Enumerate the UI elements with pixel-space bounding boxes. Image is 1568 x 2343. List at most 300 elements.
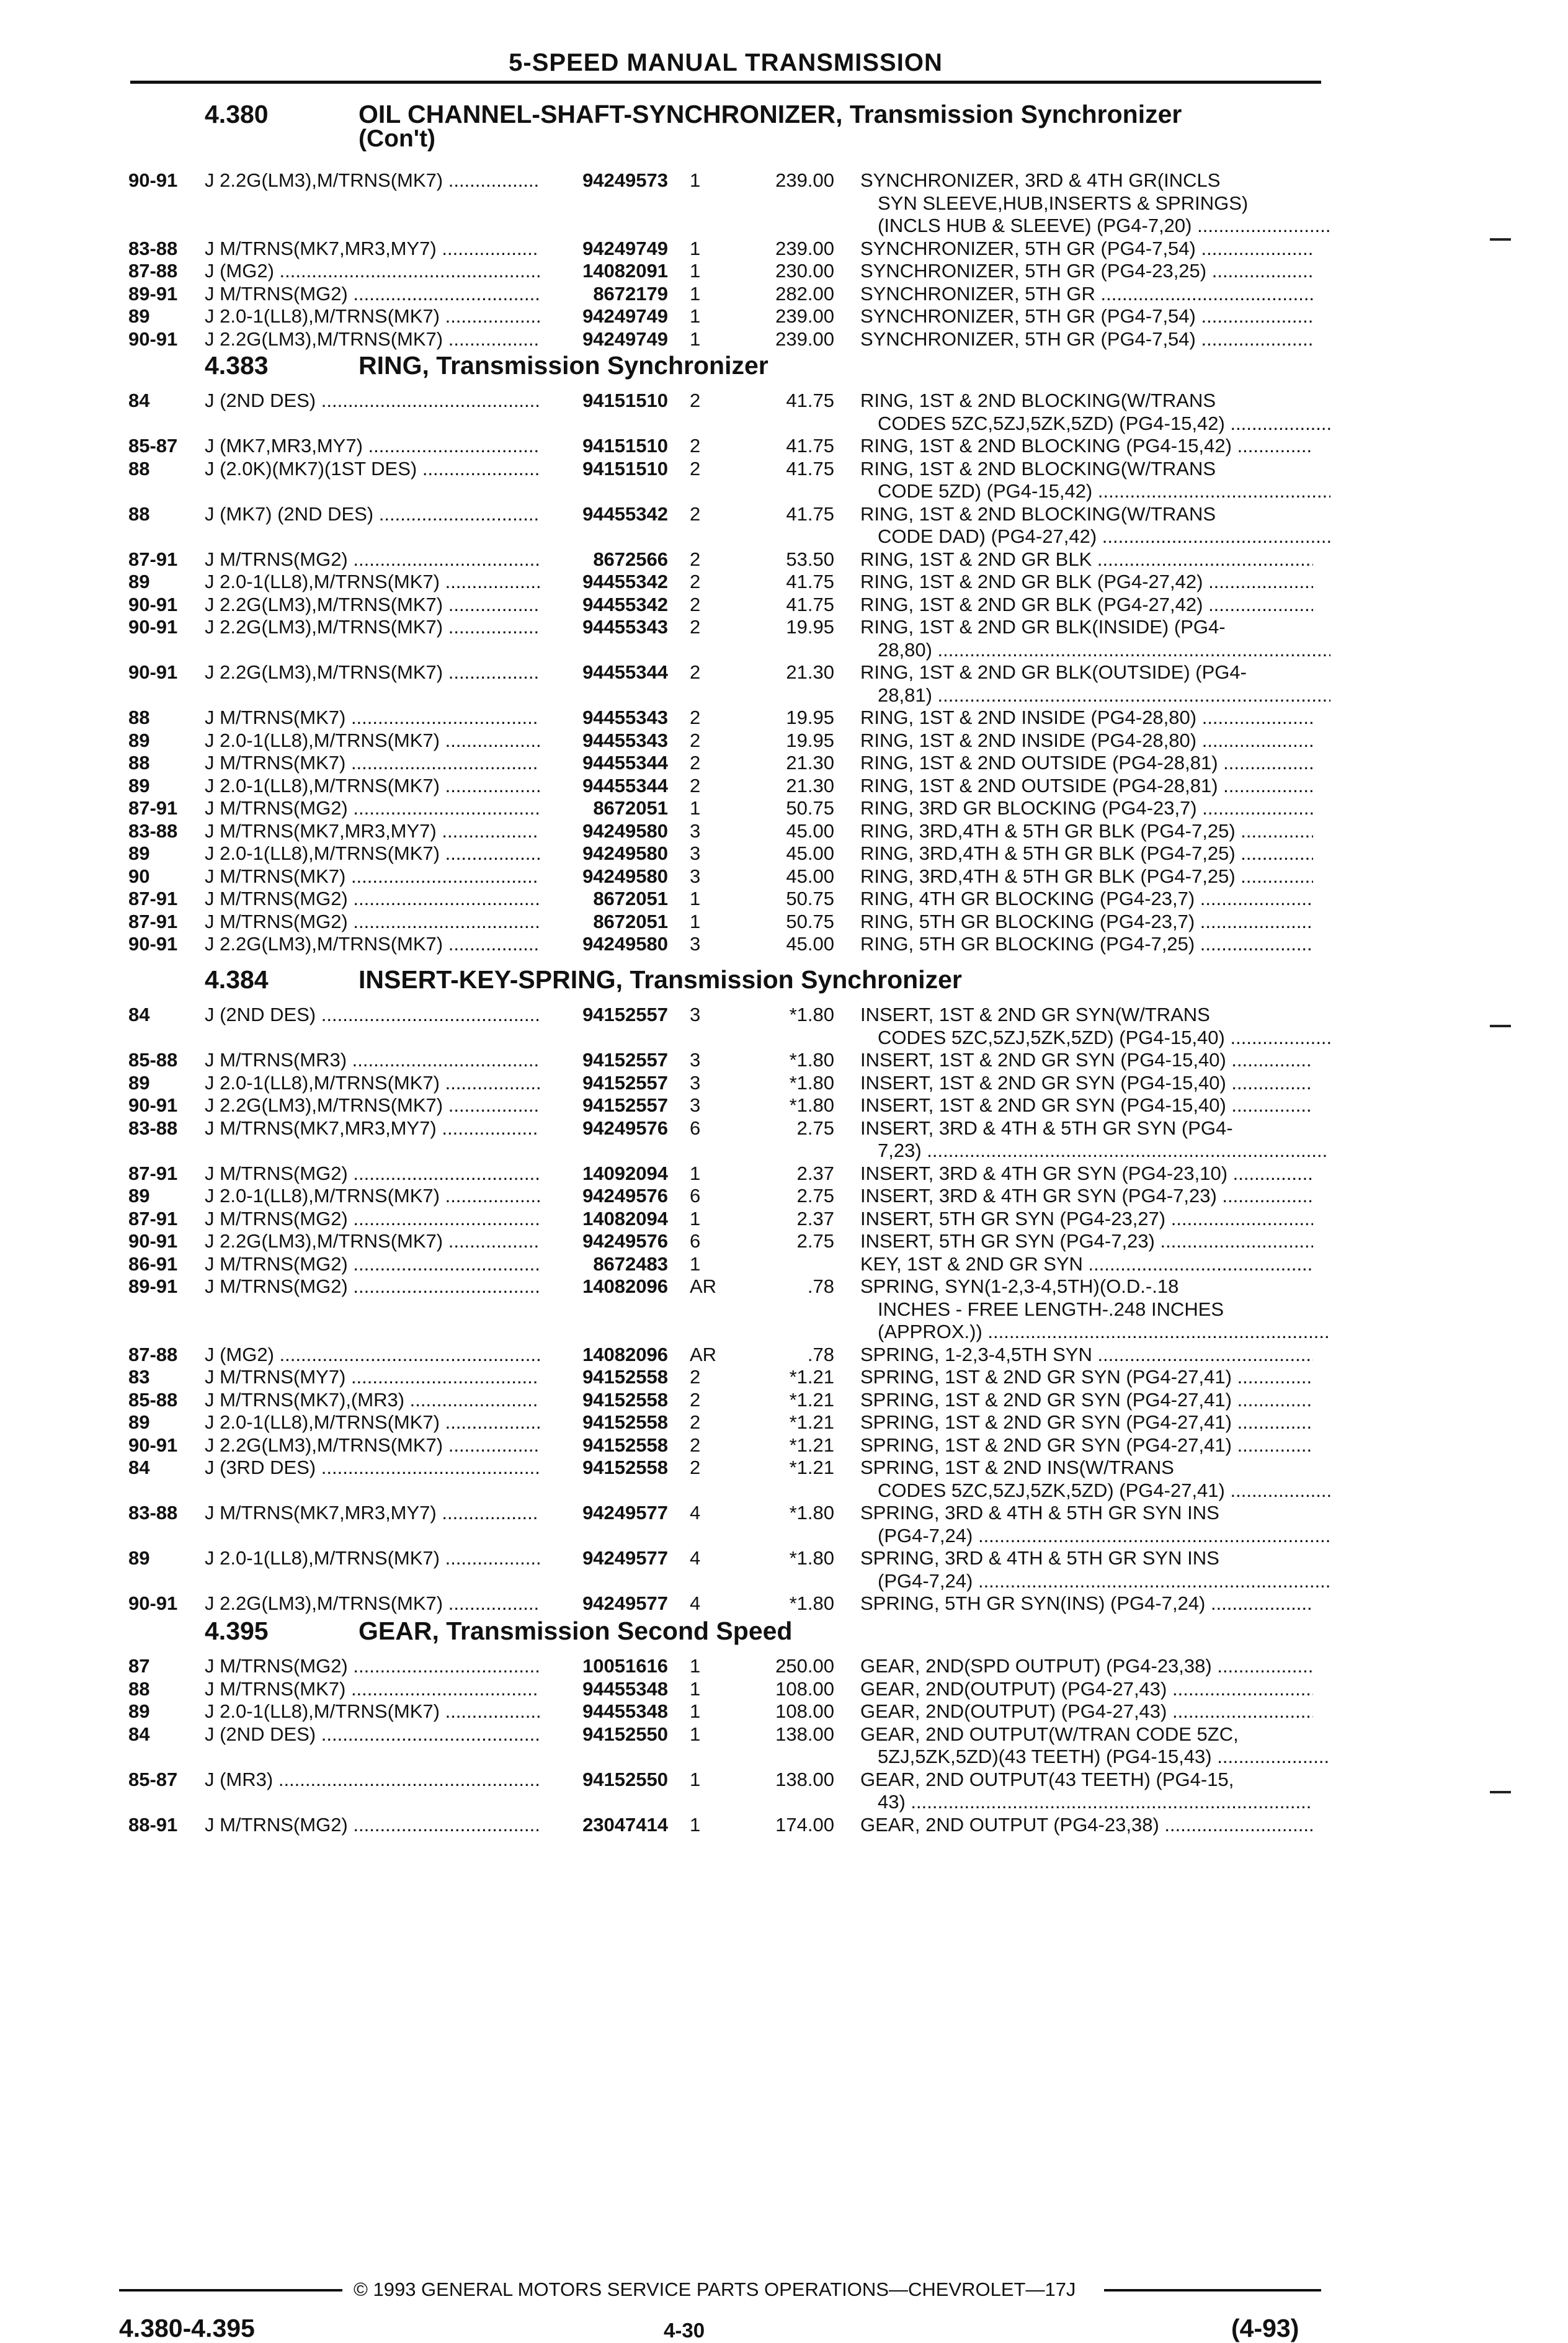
- model-year: 85-87: [128, 1768, 178, 1790]
- model-year: 90-91: [128, 328, 178, 350]
- part-number: 8672051: [593, 888, 668, 909]
- model-year: 85-88: [128, 1049, 178, 1071]
- quantity: 1: [690, 1723, 701, 1745]
- table-row-continuation: [0, 525, 1568, 548]
- price: 239.00: [775, 328, 834, 350]
- model-year: 90-91: [128, 593, 178, 615]
- price: 21.30: [786, 774, 834, 797]
- application: J (MK7) (2ND DES) .....: [205, 502, 540, 525]
- quantity: 3: [690, 1049, 701, 1071]
- part-number: 94249580: [582, 933, 668, 955]
- application: J M/TRNS(MG2) .....: [205, 1654, 540, 1677]
- copyright-symbol: ©: [354, 2278, 368, 2300]
- quantity: 1: [690, 328, 701, 350]
- footer-page-number: 4-30: [664, 2319, 705, 2342]
- model-year: 90-91: [128, 1592, 178, 1614]
- quantity: 2: [690, 457, 701, 480]
- price: *1.21: [789, 1434, 834, 1456]
- table-row: [0, 1592, 1568, 1615]
- quantity: 4: [690, 1592, 701, 1614]
- description-line: CODE 5ZD) (PG4-15,42) .....: [878, 480, 1330, 502]
- part-number: 94249577: [582, 1547, 668, 1569]
- model-year: 89: [128, 729, 150, 751]
- application: J M/TRNS(MK7) .....: [205, 706, 540, 729]
- table-row: [0, 1184, 1568, 1207]
- part-number: 94249577: [582, 1592, 668, 1614]
- model-year: 87-91: [128, 797, 178, 819]
- part-number: 94151510: [582, 390, 668, 411]
- quantity: 3: [690, 1004, 701, 1025]
- description-line: RING, 1ST & 2ND GR BLK (PG4-27,42) .....: [860, 593, 1313, 616]
- description-line: SPRING, 3RD & 4TH & 5TH GR SYN INS: [860, 1547, 1219, 1569]
- description-line: GEAR, 2ND OUTPUT(43 TEETH) (PG4-15,: [860, 1768, 1234, 1790]
- section-name: INSERT-KEY-SPRING, Transmission Synchronizer: [359, 965, 962, 994]
- application: J M/TRNS(MG2) .....: [205, 887, 540, 910]
- table-row: [0, 1813, 1568, 1836]
- description-line: SYNCHRONIZER, 5TH GR (PG4-7,54) .....: [860, 237, 1313, 260]
- margin-tick-mark: [1490, 1791, 1511, 1793]
- section-title: [205, 350, 768, 380]
- table-row-continuation: [0, 1026, 1568, 1049]
- model-year: 90-91: [128, 1230, 178, 1252]
- price: 239.00: [775, 305, 834, 327]
- price: *1.21: [789, 1457, 834, 1478]
- quantity: 2: [690, 661, 701, 683]
- price: 41.75: [786, 457, 834, 480]
- table-row-continuation: [0, 684, 1568, 707]
- quantity: 1: [690, 910, 701, 932]
- price: 45.00: [786, 842, 834, 864]
- application: J 2.2G(LM3),M/TRNS(MK7) .....: [205, 593, 540, 616]
- description-line: INSERT, 1ST & 2ND GR SYN (PG4-15,40) .....: [860, 1048, 1313, 1071]
- quantity: 6: [690, 1117, 701, 1139]
- quantity: 2: [690, 752, 701, 774]
- table-row: [0, 1546, 1568, 1569]
- quantity: 1: [690, 797, 701, 819]
- description-line: INSERT, 1ST & 2ND GR SYN (PG4-15,40) .....: [860, 1071, 1313, 1094]
- application: J (3RD DES) .....: [205, 1456, 540, 1479]
- table-row: [0, 1207, 1568, 1230]
- model-year: 85-88: [128, 1388, 178, 1411]
- price: 174.00: [775, 1813, 834, 1836]
- application: J (2ND DES) .....: [205, 1723, 540, 1746]
- price: 2.75: [796, 1230, 834, 1252]
- description-line: RING, 1ST & 2ND OUTSIDE (PG4-28,81) .....: [860, 751, 1313, 774]
- description-line: CODES 5ZC,5ZJ,5ZK,5ZD) (PG4-15,42) .....: [878, 412, 1330, 435]
- quantity: 6: [690, 1230, 701, 1252]
- part-number: 94455343: [582, 707, 668, 728]
- section-number: 4.380: [205, 100, 269, 128]
- model-year: 89-91: [128, 282, 178, 305]
- application: J 2.2G(LM3),M/TRNS(MK7) .....: [205, 615, 540, 638]
- part-number: 94152550: [582, 1768, 668, 1790]
- part-number: 94152557: [582, 1049, 668, 1071]
- model-year: 84: [128, 1457, 150, 1478]
- table-row-continuation: [0, 412, 1568, 435]
- part-number: 8672483: [593, 1252, 668, 1275]
- description-line: SYN SLEEVE,HUB,INSERTS & SPRINGS): [878, 192, 1249, 214]
- description-line: INCHES - FREE LENGTH-.248 INCHES: [878, 1298, 1224, 1320]
- page-header: [130, 45, 1321, 84]
- margin-tick-mark: [1490, 238, 1511, 241]
- table-row: [0, 842, 1568, 865]
- model-year: 83-88: [128, 237, 178, 259]
- part-number: 94152557: [582, 1071, 668, 1094]
- price: 230.00: [775, 260, 834, 282]
- description-line: SPRING, 3RD & 4TH & 5TH GR SYN INS: [860, 1502, 1219, 1524]
- margin-tick-mark: [1490, 1025, 1511, 1027]
- application: J (2ND DES) .....: [205, 1003, 540, 1026]
- description-line: (PG4-7,24) .....: [878, 1569, 1330, 1592]
- price: 41.75: [786, 571, 834, 592]
- table-row: [0, 548, 1568, 571]
- model-year: 90-91: [128, 933, 178, 955]
- table-row-continuation: [0, 1524, 1568, 1547]
- quantity: 4: [690, 1502, 701, 1524]
- model-year: 87-91: [128, 888, 178, 909]
- model-year: 88: [128, 707, 150, 728]
- part-number: 94249749: [582, 237, 668, 259]
- description-line: RING, 1ST & 2ND BLOCKING(W/TRANS: [860, 457, 1216, 480]
- price: 41.75: [786, 593, 834, 615]
- quantity: AR: [690, 1343, 717, 1365]
- quantity: 1: [690, 305, 701, 327]
- price: *1.80: [789, 1049, 834, 1071]
- table-row: [0, 910, 1568, 933]
- price: 2.37: [796, 1162, 834, 1184]
- price: 21.30: [786, 661, 834, 683]
- price: 19.95: [786, 729, 834, 751]
- table-row: [0, 774, 1568, 797]
- section-number: 4.383: [205, 351, 269, 380]
- application: J (2.0K)(MK7)(1ST DES) .....: [205, 457, 540, 480]
- quantity: 4: [690, 1547, 701, 1569]
- description-line: RING, 3RD,4TH & 5TH GR BLK (PG4-7,25) .....: [860, 819, 1313, 842]
- application: J M/TRNS(MG2) .....: [205, 1162, 540, 1185]
- part-number: 94152550: [582, 1723, 668, 1745]
- part-number: 23047414: [582, 1813, 668, 1836]
- model-year: 90-91: [128, 169, 178, 191]
- description-line: RING, 1ST & 2ND GR BLK(OUTSIDE) (PG4-: [860, 661, 1247, 683]
- part-number: 94249576: [582, 1117, 668, 1139]
- description-line: CODES 5ZC,5ZJ,5ZK,5ZD) (PG4-15,40) .....: [878, 1026, 1330, 1049]
- table-row-continuation: [0, 192, 1568, 215]
- price: *1.21: [789, 1411, 834, 1433]
- model-year: 86-91: [128, 1252, 178, 1275]
- part-number: 94455342: [582, 502, 668, 525]
- quantity: 2: [690, 774, 701, 797]
- description-line: SPRING, 1ST & 2ND GR SYN (PG4-27,41) .....: [860, 1388, 1313, 1411]
- table-row: [0, 1343, 1568, 1366]
- quantity: 2: [690, 616, 701, 638]
- application: J 2.2G(LM3),M/TRNS(MK7) .....: [205, 328, 540, 350]
- application: J 2.2G(LM3),M/TRNS(MK7) .....: [205, 932, 540, 955]
- description-line: SYNCHRONIZER, 3RD & 4TH GR(INCLS: [860, 169, 1221, 191]
- table-row: [0, 1094, 1568, 1117]
- table-row: [0, 1677, 1568, 1700]
- part-number: 94455344: [582, 774, 668, 797]
- price: 2.75: [796, 1185, 834, 1207]
- model-year: 87-91: [128, 910, 178, 932]
- description-line: RING, 4TH GR BLOCKING (PG4-23,7) .....: [860, 887, 1313, 910]
- table-row: [0, 328, 1568, 350]
- description-line: GEAR, 2ND OUTPUT (PG4-23,38) .....: [860, 1813, 1313, 1836]
- description-line: RING, 3RD GR BLOCKING (PG4-23,7) .....: [860, 797, 1313, 819]
- application: J M/TRNS(MG2) .....: [205, 548, 540, 571]
- application: J M/TRNS(MG2) .....: [205, 1275, 540, 1298]
- quantity: 2: [690, 1434, 701, 1456]
- description-line: (APPROX.)) .....: [878, 1320, 1330, 1343]
- price: 50.75: [786, 797, 834, 819]
- table-row: [0, 1654, 1568, 1677]
- part-number: 8672566: [593, 548, 668, 570]
- part-number: 8672051: [593, 910, 668, 932]
- part-number: 94455343: [582, 729, 668, 751]
- model-year: 90-91: [128, 616, 178, 638]
- part-number: 94151510: [582, 435, 668, 457]
- model-year: 89: [128, 1547, 150, 1569]
- table-row: [0, 932, 1568, 955]
- description-line: RING, 1ST & 2ND GR BLK (PG4-27,42) .....: [860, 570, 1313, 593]
- price: 239.00: [775, 169, 834, 191]
- part-number: 14082096: [582, 1343, 668, 1365]
- price: *1.21: [789, 1388, 834, 1411]
- model-year: 83-88: [128, 819, 178, 842]
- description-line: INSERT, 3RD & 4TH GR SYN (PG4-23,10) .....: [860, 1162, 1313, 1185]
- table-row: [0, 1768, 1568, 1791]
- quantity: 1: [690, 282, 701, 305]
- quantity: 2: [690, 707, 701, 728]
- table-row: [0, 305, 1568, 328]
- description-line: RING, 1ST & 2ND BLOCKING(W/TRANS: [860, 390, 1216, 411]
- price: *1.80: [789, 1094, 834, 1116]
- part-number: 94249749: [582, 328, 668, 350]
- price: *1.80: [789, 1502, 834, 1524]
- part-number: 94249573: [582, 169, 668, 191]
- description-line: RING, 3RD,4TH & 5TH GR BLK (PG4-7,25) .....: [860, 865, 1313, 888]
- application: J M/TRNS(MK7,MR3,MY7) .....: [205, 1501, 540, 1524]
- quantity: 2: [690, 1366, 701, 1388]
- quantity: 3: [690, 1071, 701, 1094]
- footer-copyright-text: 1993 GENERAL MOTORS SERVICE PARTS OPERATIONS—CHEVROLET—17J: [373, 2278, 1076, 2300]
- table-row: [0, 661, 1568, 684]
- model-year: 89: [128, 774, 150, 797]
- description-line: GEAR, 2ND(OUTPUT) (PG4-27,43) .....: [860, 1700, 1313, 1723]
- part-number: 94249749: [582, 305, 668, 327]
- description-line: RING, 1ST & 2ND OUTSIDE (PG4-28,81) .....: [860, 774, 1313, 797]
- description-line: GEAR, 2ND OUTPUT(W/TRAN CODE 5ZC,: [860, 1723, 1239, 1745]
- description-line: SYNCHRONIZER, 5TH GR (PG4-7,54) .....: [860, 328, 1313, 350]
- table-row: [0, 1275, 1568, 1298]
- table-row: [0, 1501, 1568, 1524]
- description-line: CODES 5ZC,5ZJ,5ZK,5ZD) (PG4-27,41) .....: [878, 1479, 1330, 1502]
- quantity: 1: [690, 237, 701, 259]
- table-row: [0, 1456, 1568, 1479]
- quantity: 2: [690, 390, 701, 411]
- application: J M/TRNS(MK7,MR3,MY7) .....: [205, 819, 540, 842]
- description-line: RING, 1ST & 2ND GR BLK .....: [860, 548, 1313, 571]
- description-line: RING, 1ST & 2ND INSIDE (PG4-28,80) .....: [860, 706, 1313, 729]
- model-year: 89: [128, 842, 150, 864]
- table-row: [0, 169, 1568, 192]
- application: J M/TRNS(MK7) .....: [205, 751, 540, 774]
- table-row: [0, 819, 1568, 842]
- section-name: GEAR, Transmission Second Speed: [359, 1617, 793, 1645]
- description-line: 28,80) .....: [878, 638, 1330, 661]
- table-row: [0, 1003, 1568, 1026]
- page-title: 5-SPEED MANUAL TRANSMISSION: [509, 49, 943, 76]
- part-number: 94249580: [582, 819, 668, 842]
- part-number: 94249576: [582, 1230, 668, 1252]
- model-year: 84: [128, 1723, 150, 1745]
- section-name: OIL CHANNEL-SHAFT-SYNCHRONIZER, Transmission Synchronizer: [359, 100, 1182, 128]
- price: 138.00: [775, 1768, 834, 1790]
- application: J M/TRNS(MG2) .....: [205, 282, 540, 305]
- model-year: 83-88: [128, 1502, 178, 1524]
- footer-rule-left: [119, 2289, 342, 2292]
- table-row: [0, 797, 1568, 819]
- table-row: [0, 389, 1568, 412]
- description-line: INSERT, 5TH GR SYN (PG4-23,27) .....: [860, 1207, 1313, 1230]
- description-line: RING, 5TH GR BLOCKING (PG4-23,7) .....: [860, 910, 1313, 933]
- price: *1.80: [789, 1592, 834, 1614]
- quantity: 1: [690, 1813, 701, 1836]
- application: J 2.0-1(LL8),M/TRNS(MK7) .....: [205, 1184, 540, 1207]
- table-row: [0, 1434, 1568, 1457]
- part-number: 94249580: [582, 842, 668, 864]
- model-year: 89: [128, 571, 150, 592]
- application: J M/TRNS(MK7) .....: [205, 1677, 540, 1700]
- price: 2.75: [796, 1117, 834, 1139]
- quantity: 3: [690, 1094, 701, 1116]
- price: 2.37: [796, 1207, 834, 1230]
- description-line: RING, 1ST & 2ND BLOCKING (PG4-15,42) .....: [860, 434, 1313, 457]
- application: J (MG2) .....: [205, 1343, 540, 1366]
- section-title: [205, 1616, 792, 1646]
- model-year: 90-91: [128, 661, 178, 683]
- table-row-continuation: [0, 638, 1568, 661]
- application: J 2.2G(LM3),M/TRNS(MK7) .....: [205, 1434, 540, 1457]
- description-line: INSERT, 1ST & 2ND GR SYN(W/TRANS: [860, 1004, 1210, 1025]
- application: J M/TRNS(MK7) .....: [205, 865, 540, 888]
- footer-rule-right: [1104, 2289, 1321, 2292]
- part-number: 14092094: [582, 1162, 668, 1184]
- model-year: 83-88: [128, 1117, 178, 1139]
- table-row-continuation: [0, 1139, 1568, 1162]
- quantity: 1: [690, 1207, 701, 1230]
- table-row: [0, 1048, 1568, 1071]
- description-line: SYNCHRONIZER, 5TH GR (PG4-7,54) .....: [860, 305, 1313, 328]
- price: .78: [807, 1343, 834, 1365]
- price: *1.80: [789, 1071, 834, 1094]
- model-year: 83: [128, 1366, 150, 1388]
- application: J 2.0-1(LL8),M/TRNS(MK7) .....: [205, 842, 540, 865]
- quantity: AR: [690, 1275, 717, 1297]
- description-line: SPRING, 1ST & 2ND GR SYN (PG4-27,41) .....: [860, 1411, 1313, 1434]
- table-row: [0, 706, 1568, 729]
- price: 50.75: [786, 910, 834, 932]
- part-number: 14082094: [582, 1207, 668, 1230]
- table-row: [0, 729, 1568, 752]
- footer-section-range: 4.380-4.395: [119, 2314, 255, 2342]
- part-number: 94455342: [582, 571, 668, 592]
- part-number: 94152558: [582, 1434, 668, 1456]
- model-year: 90-91: [128, 1434, 178, 1456]
- quantity: 1: [690, 1162, 701, 1184]
- part-number: 94455342: [582, 593, 668, 615]
- price: 21.30: [786, 752, 834, 774]
- application: J M/TRNS(MK7,MR3,MY7) .....: [205, 1117, 540, 1140]
- application: J M/TRNS(MG2) .....: [205, 1207, 540, 1230]
- description-line: (PG4-7,24) .....: [878, 1524, 1330, 1547]
- table-row: [0, 887, 1568, 910]
- quantity: 1: [690, 1655, 701, 1677]
- quantity: 1: [690, 1252, 701, 1275]
- section-continued: (Con't): [359, 125, 436, 152]
- quantity: 1: [690, 1677, 701, 1700]
- description-line: RING, 1ST & 2ND BLOCKING(W/TRANS: [860, 502, 1216, 525]
- quantity: 3: [690, 865, 701, 887]
- price: 41.75: [786, 502, 834, 525]
- model-year: 90-91: [128, 1094, 178, 1116]
- footer-edition: (4-93): [1231, 2314, 1299, 2342]
- model-year: 87-88: [128, 1343, 178, 1365]
- part-number: 94151510: [582, 457, 668, 480]
- section-name: RING, Transmission Synchronizer: [359, 351, 768, 380]
- table-row: [0, 1723, 1568, 1746]
- part-number: 94455344: [582, 661, 668, 683]
- description-line: RING, 3RD,4TH & 5TH GR BLK (PG4-7,25) .....: [860, 842, 1313, 865]
- table-row: [0, 751, 1568, 774]
- table-row: [0, 1071, 1568, 1094]
- model-year: 90: [128, 865, 150, 887]
- application: J M/TRNS(MG2) .....: [205, 910, 540, 933]
- application: J M/TRNS(MK7),(MR3) .....: [205, 1388, 540, 1411]
- application: J 2.0-1(LL8),M/TRNS(MK7) .....: [205, 1071, 540, 1094]
- table-row: [0, 1162, 1568, 1185]
- quantity: 3: [690, 819, 701, 842]
- price: .78: [807, 1275, 834, 1297]
- quantity: 2: [690, 1457, 701, 1478]
- description-line: KEY, 1ST & 2ND GR SYN .....: [860, 1252, 1313, 1275]
- description-line: GEAR, 2ND(SPD OUTPUT) (PG4-23,38) .....: [860, 1654, 1313, 1677]
- part-number: 10051616: [582, 1655, 668, 1677]
- price: 19.95: [786, 707, 834, 728]
- table-row-continuation: [0, 1298, 1568, 1321]
- model-year: 88: [128, 502, 150, 525]
- price: 41.75: [786, 390, 834, 411]
- part-number: 94152558: [582, 1388, 668, 1411]
- model-year: 87: [128, 1655, 150, 1677]
- price: *1.80: [789, 1004, 834, 1025]
- model-year: 88: [128, 1677, 150, 1700]
- table-row-continuation: [0, 1479, 1568, 1502]
- table-row: [0, 1700, 1568, 1723]
- description-line: INSERT, 1ST & 2ND GR SYN (PG4-15,40) .....: [860, 1094, 1313, 1117]
- quantity: 1: [690, 260, 701, 282]
- description-line: SPRING, 1ST & 2ND INS(W/TRANS: [860, 1457, 1174, 1478]
- application: J 2.0-1(LL8),M/TRNS(MK7) .....: [205, 729, 540, 752]
- application: J M/TRNS(MG2) .....: [205, 797, 540, 819]
- quantity: 2: [690, 729, 701, 751]
- description-line: (INCLS HUB & SLEEVE) (PG4-7,20) .....: [878, 214, 1330, 237]
- table-row-continuation: [0, 480, 1568, 502]
- application: J M/TRNS(MY7) .....: [205, 1365, 540, 1388]
- model-year: 84: [128, 390, 150, 411]
- part-number: 94249580: [582, 865, 668, 887]
- model-year: 88-91: [128, 1813, 178, 1836]
- description-line: RING, 1ST & 2ND GR BLK(INSIDE) (PG4-: [860, 616, 1226, 638]
